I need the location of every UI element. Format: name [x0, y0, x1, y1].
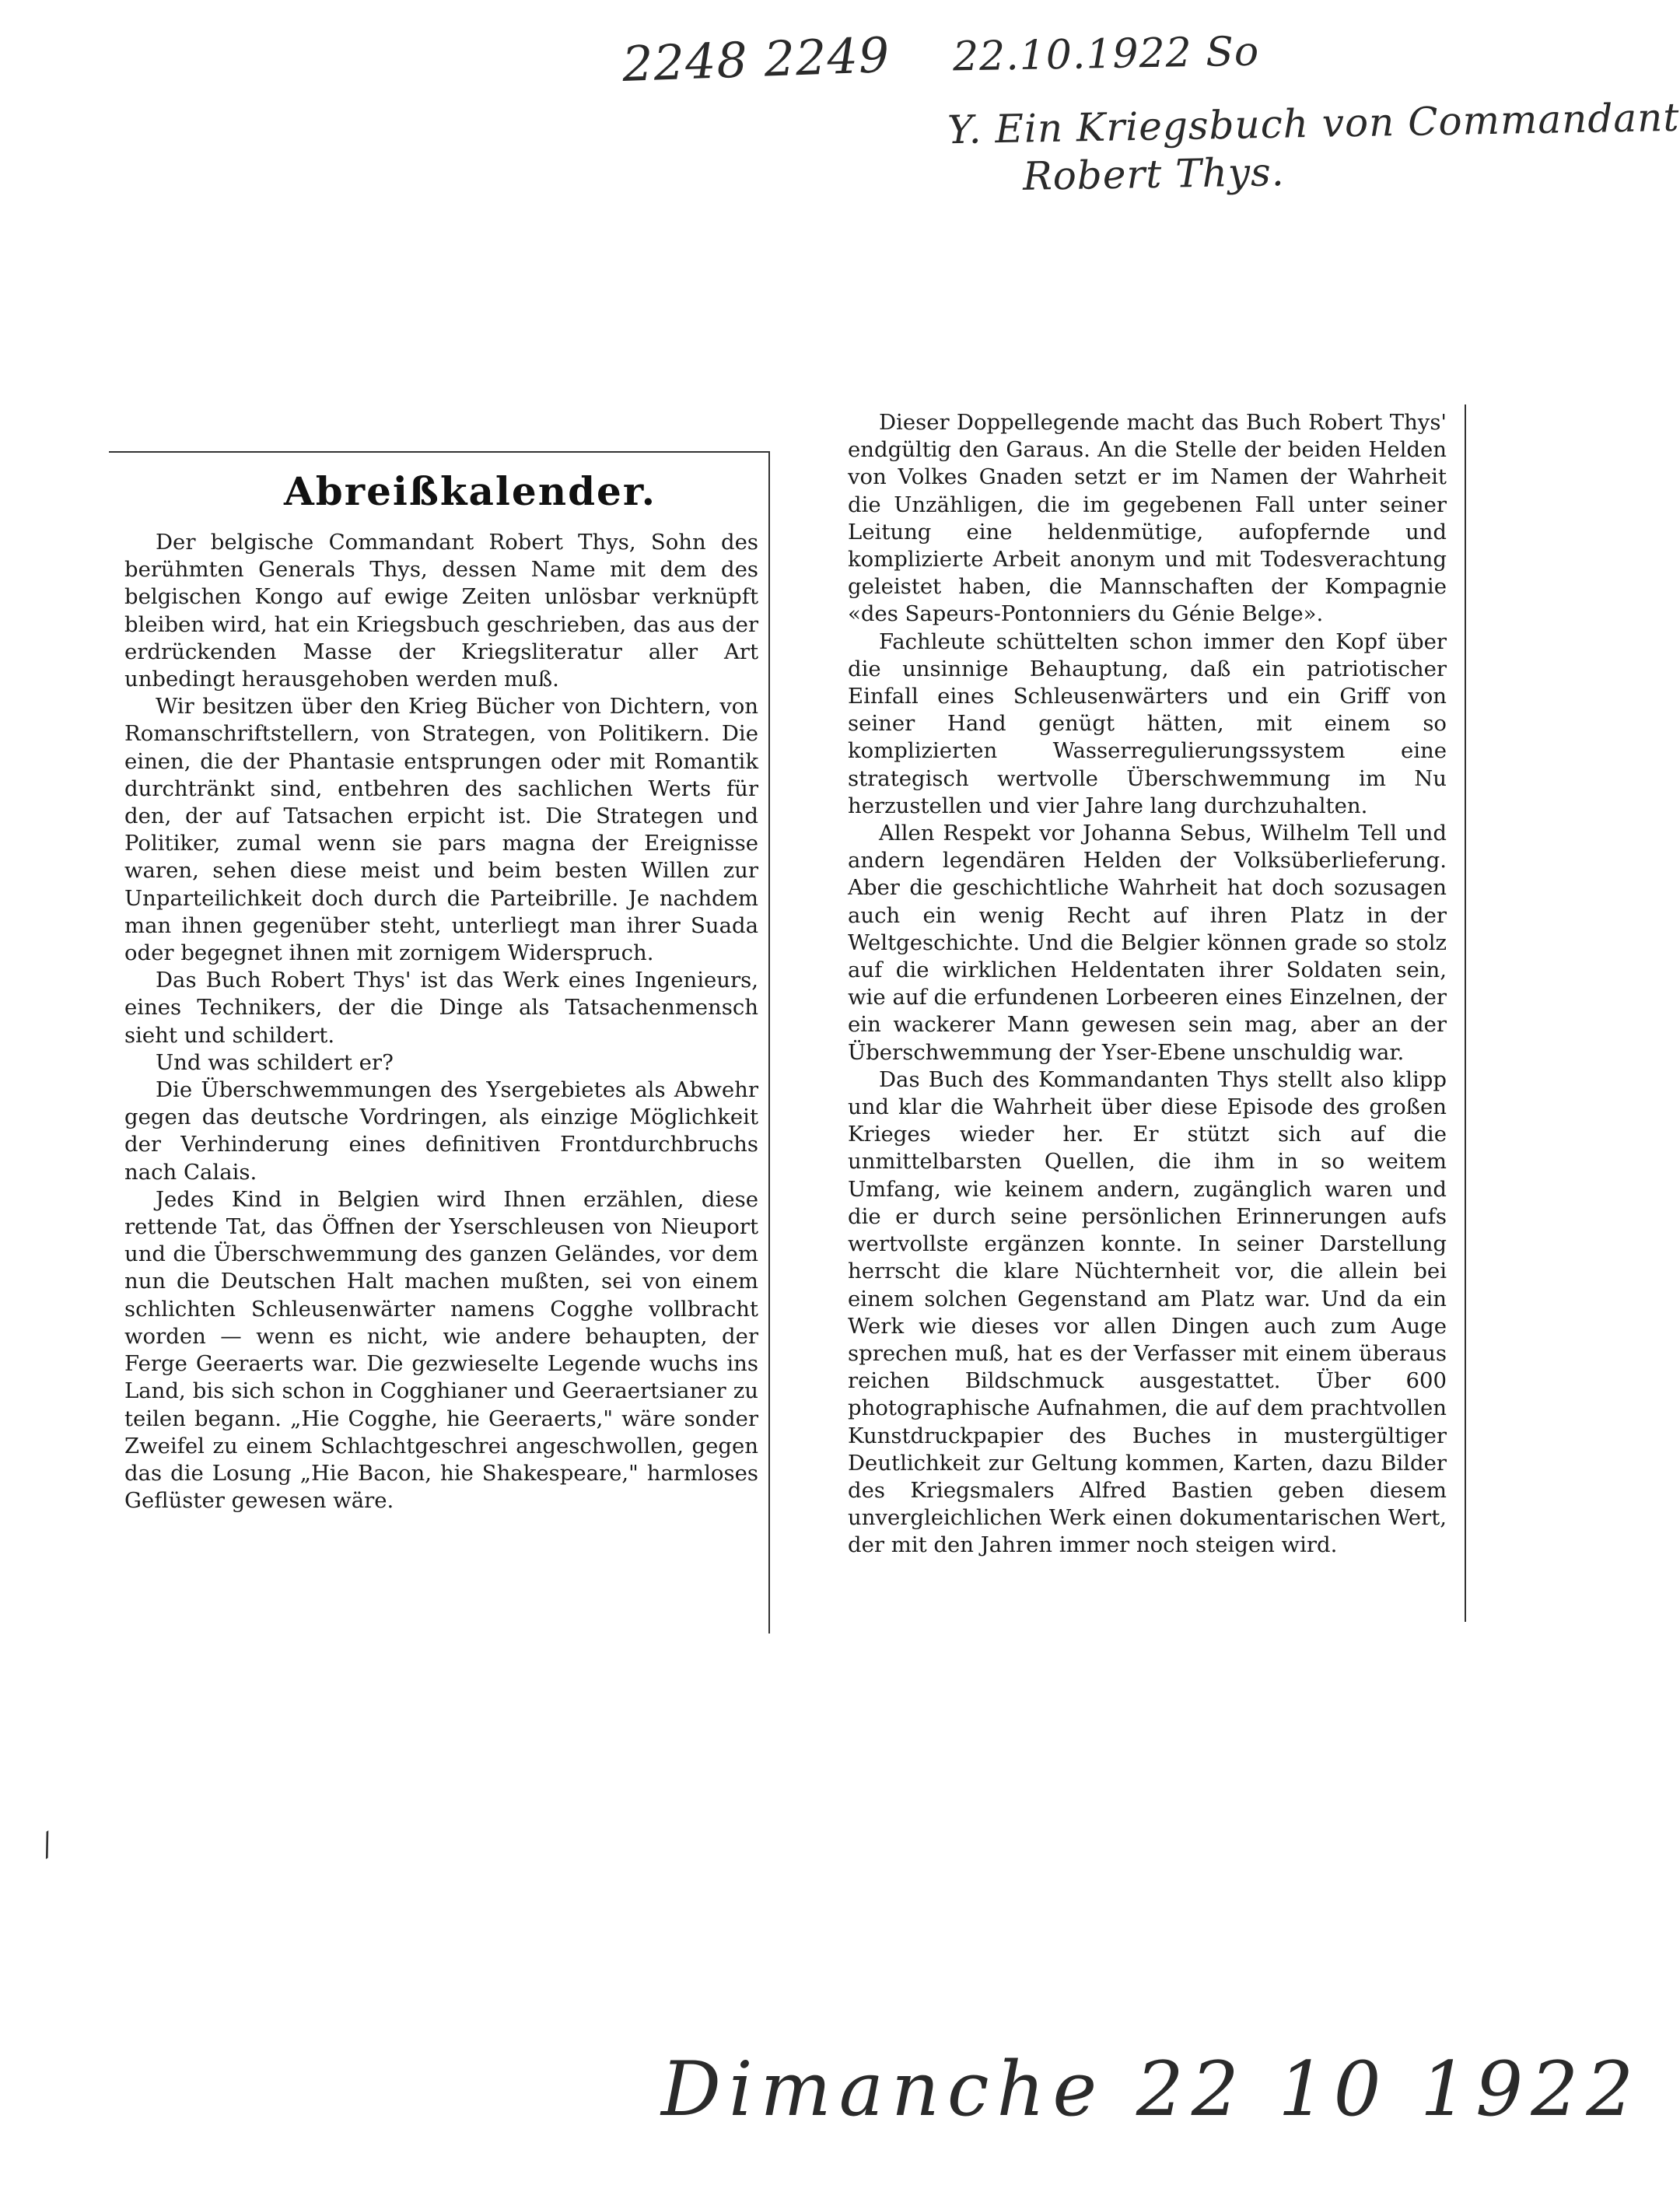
paragraph: Allen Respekt vor Johanna Sebus, Wilhelm Tell und andern legendären Helden der Volksüberlieferung. Aber die geschichtliche Wahrheit hat doch sozusagen auch ein wenig Recht auf ihren Platz in der Weltgeschichte. Und die Belgier können grade so stolz auf die wirklichen Heldentaten ihrer Soldaten sein, wie auf die erfundenen Lorbeeren eines Einzelnen, der ein wackerer Mann gewesen sein mag, aber an der Überschwemmung der Yser-Ebene unschuldig war.	[848, 821, 1447, 1065]
paragraph: Das Buch Robert Thys' ist das Werk eines Ingenieurs, eines Technikers, der die Dinge als Tatsachenmensch sieht und schildert.	[124, 968, 758, 1048]
paragraph: Fachleute schüttelten schon immer den Kopf über die unsinnige Behauptung, daß ein patriotischer Einfall eines Schleusenwärters und ein Griff von seiner Hand genügt hätten, mit einem so komplizierten Wasserregulierungssystem eine strategisch wertvolle Überschwemmung im Nu herzustellen und vier Jahre lang durchzuhalten.	[848, 629, 1447, 818]
article-column-left	[124, 529, 758, 1514]
paragraph: Wir besitzen über den Krieg Bücher von Dichtern, von Romanschriftstellern, von Strategen, von Politikern. Die einen, die der Phantasie entsprungen oder mit Romantik durchtränkt sind, entbehren des sachlichen Werts für den, der auf Tatsachen erpicht ist. Die Strategen und Politiker, zumal wenn sie pars magna der Ereignisse waren, sehen diese meist und beim besten Willen zur Unparteilichkeit doch durch die Parteibrille. Je nachdem man ihnen gegenüber steht, unterliegt man ihrer Suada oder begegnet ihnen mit zornigem Widerspruch.	[124, 694, 758, 966]
paragraph: Jedes Kind in Belgien wird Ihnen erzählen, diese rettende Tat, das Öffnen der Yserschleusen von Nieuport und die Überschwemmung des ganzen Geländes, vor dem nun die Deutschen Halt machen mußten, sei von einem schlichten Schleusenwärter namens Cogghe vollbracht worden — wenn es nicht, wie andere behaupten, der Ferge Geeraerts war. Die gezwieselte Legende wuchs ins Land, bis sich schon in Cogghianer und Geeraertsianer zu teilen begann. „Hie Cogghe, hie Geeraerts," wäre sonder Zweifel zu einem Schlachtgeschrei angeschwollen, gegen das die Losung „Hie Bacon, hie Shakespeare," harmloses Geflüster gewesen wäre.	[124, 1186, 758, 1514]
article-title: Abreißkalender.	[284, 468, 657, 514]
article-column-right	[848, 409, 1447, 1560]
handwritten-date: 22.10.1922 So	[952, 28, 1260, 81]
archive-number: 2248 2249	[621, 26, 891, 93]
paragraph: Dieser Doppellegende macht das Buch Robert Thys' endgültig den Garaus. An die Stelle der beiden Helden von Volkes Gnaden setzt er im Namen der Wahrheit die Unzähligen, die im gegebenen Fall unter seiner Leitung eine heldenmütige, aufopfernde und komplizierte Arbeit anonym und mit Todesverachtung geleistet haben, die Mannschaften der Kompagnie «des Sapeurs-Pontonniers du Génie Belge».	[848, 410, 1447, 627]
margin-pencil-mark: ⁄	[36, 1829, 59, 1863]
handwritten-note-line-2: Robert Thys.	[1022, 149, 1286, 199]
paragraph: Der belgische Commandant Robert Thys, Sohn des berühmten Generals Thys, dessen Name mit dem des belgischen Kongo auf ewige Zeiten unlösbar verknüpft bleiben wird, hat ein Kriegsbuch geschrieben, das aus der erdrückenden Masse der Kriegsliteratur aller Art unbedingt herausgehoben werden muß.	[124, 530, 758, 692]
paragraph: Die Überschwemmungen des Ysergebietes als Abwehr gegen das deutsche Vordringen, als einzige Möglichkeit der Verhinderung eines definitiven Frontdurchbruchs nach Calais.	[124, 1077, 758, 1185]
handwritten-note-line-1: Y. Ein Kriegsbuch von Commandant	[947, 94, 1680, 153]
handwritten-footer-date: Dimanche 22 10 1922	[661, 2046, 1642, 2133]
paragraph: Und was schildert er?	[156, 1049, 394, 1075]
paragraph: Das Buch des Kommandanten Thys stellt also klipp und klar die Wahrheit über diese Episode des großen Krieges wieder her. Er stützt sich auf die unmittelbarsten Quellen, die ihm in so weitem Umfang, wie keinem andern, zugänglich waren und die er durch seine persönlichen Erinnerungen aufs wertvollste ergänzen konnte. In seiner Darstellung herrscht die klare Nüchternheit vor, die allein bei einem solchen Gegenstand am Platz war. Und da ein Werk wie dieses vor allen Dingen auch zum Auge sprechen muß, hat es der Verfasser mit einem überaus reichen Bildschmuck ausgestattet. Über 600 photographische Aufnahmen, die auf dem prachtvollen Kunstdruckpapier des Buches in mustergültiger Deutlichkeit zur Geltung kommen, Karten, dazu Bilder des Kriegsmalers Alfred Bastien geben diesem unvergleichlichen Werk einen dokumentarischen Wert, der mit den Jahren immer noch steigen wird.	[848, 1066, 1447, 1558]
